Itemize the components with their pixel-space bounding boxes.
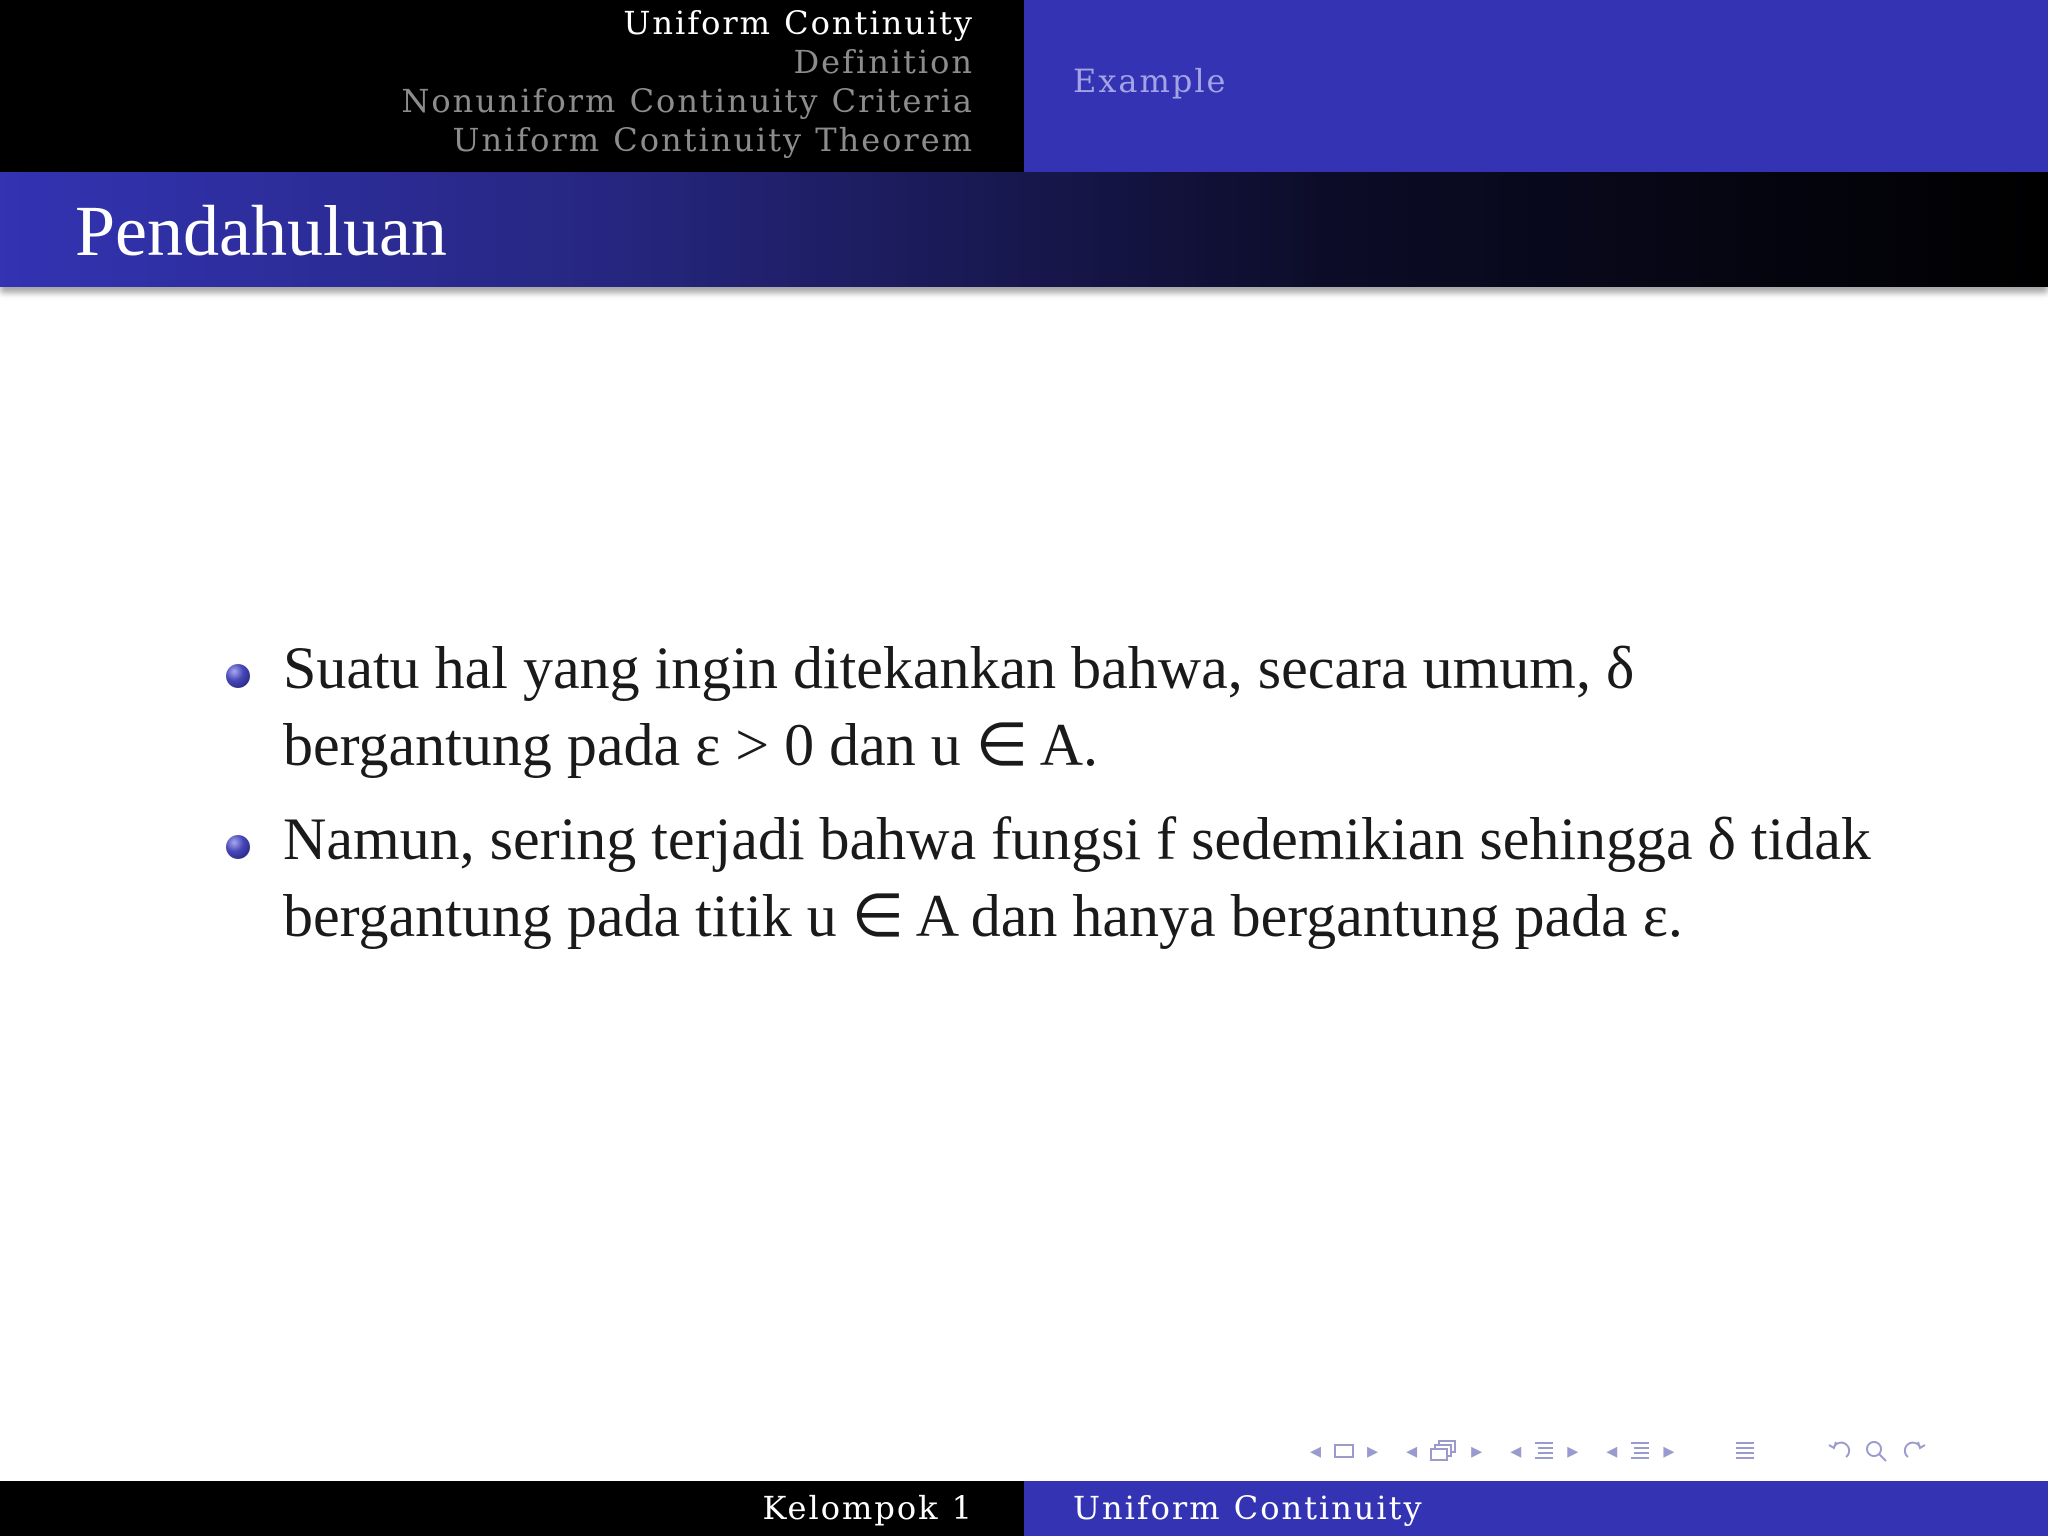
subsection-navigation — [1073, 62, 1227, 100]
footer-title-panel — [1024, 1481, 2048, 1536]
footer-short-title: Uniform Continuity — [1073, 1489, 1424, 1527]
nav-back-icon[interactable] — [1826, 1439, 1852, 1463]
bullet-text: Namun, sering terjadi bahwa fungsi f sedemikian sehingga δ tidak bergantung pada titik u ∈ A dan hanya bergantung pada ε. — [283, 806, 1871, 949]
nav-prev-frame-icon[interactable]: ◂ — [1406, 1438, 1418, 1464]
nav-search-icon[interactable] — [1864, 1439, 1890, 1463]
nav-frame-icon[interactable] — [1429, 1439, 1459, 1463]
bullet-icon — [226, 835, 250, 859]
footer-author-panel — [0, 1481, 1024, 1536]
nav-next-subsection-icon[interactable]: ▸ — [1567, 1438, 1579, 1464]
nav-document-icon[interactable] — [1734, 1439, 1756, 1463]
nav-next-section-icon[interactable]: ▸ — [1663, 1438, 1675, 1464]
footer-author: Kelompok 1 — [762, 1489, 974, 1527]
frame-content — [218, 630, 1918, 972]
frame-title: Pendahuluan — [75, 191, 447, 271]
section-link-nonuniform-criteria[interactable]: Nonuniform Continuity Criteria — [401, 82, 974, 120]
nav-slide-icon[interactable] — [1333, 1442, 1355, 1460]
section-link-uniform-theorem[interactable]: Uniform Continuity Theorem — [452, 121, 974, 159]
bullet-text: Suatu hal yang ingin ditekankan bahwa, secara umum, δ bergantung pada ε > 0 dan u ∈ A. — [283, 635, 1635, 778]
nav-forward-icon[interactable] — [1902, 1439, 1928, 1463]
nav-prev-section-icon[interactable]: ◂ — [1606, 1438, 1618, 1464]
section-link-uniform-continuity[interactable]: Uniform Continuity — [623, 4, 974, 42]
bullet-icon — [226, 664, 250, 688]
header-sections-panel — [0, 0, 1024, 172]
nav-subsection-icon[interactable] — [1533, 1439, 1555, 1463]
section-navigation — [401, 4, 974, 160]
nav-next-slide-icon[interactable]: ▸ — [1367, 1438, 1379, 1464]
nav-section-icon[interactable] — [1629, 1439, 1651, 1463]
nav-next-frame-icon[interactable]: ▸ — [1471, 1438, 1483, 1464]
frame-title-bar — [0, 172, 2048, 287]
list-item — [218, 630, 1918, 784]
section-link-definition[interactable]: Definition — [793, 43, 974, 81]
subsection-link-example[interactable]: Example — [1073, 62, 1228, 100]
header-subsections-panel — [1024, 0, 2048, 172]
nav-prev-slide-icon[interactable]: ◂ — [1310, 1438, 1322, 1464]
beamer-navigation-bar — [1310, 1435, 1940, 1467]
nav-prev-subsection-icon[interactable]: ◂ — [1510, 1438, 1522, 1464]
list-item — [218, 801, 1918, 955]
